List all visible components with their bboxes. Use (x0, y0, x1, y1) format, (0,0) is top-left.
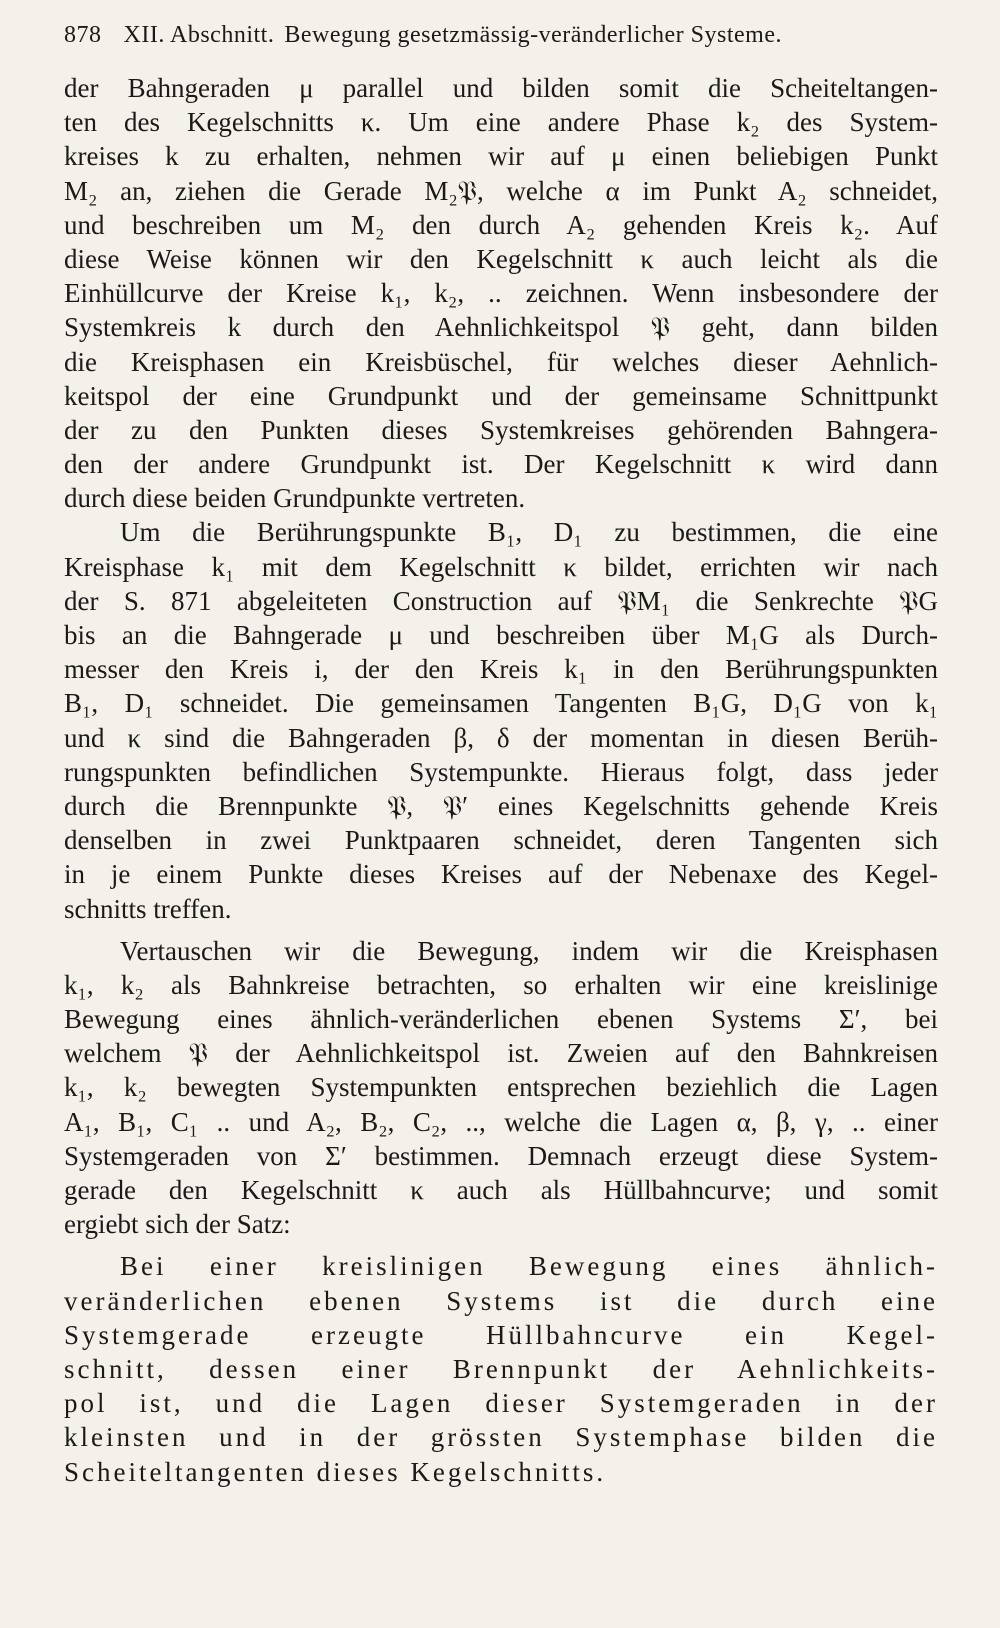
paragraph-1 (64, 71, 938, 515)
text-line: keitspol der eine Grundpunkt und der gemeinsame Schnittpunkt (64, 380, 938, 411)
text-line: A₁, B₁, C₁ .. und A₂, B₂, C₂, .., welche die Lagen α, β, γ, .. einer (64, 1106, 938, 1137)
section-label: XII. Abschnitt. (123, 22, 275, 48)
text-line: Scheiteltangenten dieses Kegelschnitts. (64, 1456, 607, 1487)
text-line: durch diese beiden Grundpunkte vertreten. (64, 483, 526, 514)
text-line: kreises k zu erhalten, nehmen wir auf μ einen beliebigen Punkt (64, 141, 938, 172)
text-line: in je einem Punkte dieses Kreises auf der Nebenaxe des Kegel- (64, 859, 938, 890)
text-line: Vertauschen wir die Bewegung, indem wir die Kreisphasen (120, 935, 938, 966)
page-number: 878 (64, 22, 102, 48)
text-line: bis an die Bahngerade μ und beschreiben über M₁G als Durch- (64, 620, 938, 650)
text-line: welchem 𝔓 der Aehnlichkeitspol ist. Zweien auf den Bahnkreisen (64, 1038, 938, 1069)
text-line: der zu den Punkten dieses Systemkreises gehörenden Bahngera- (64, 414, 938, 445)
text-line: denselben in zwei Punktpaaren schneidet, deren Tangenten sich (64, 825, 938, 856)
text-line: schnitt, dessen einer Brennpunkt der Aehnlichkeits- (64, 1353, 938, 1384)
text-line: der S. 871 abgeleiteten Construction auf 𝔓M₁ die Senkrechte 𝔓G (64, 585, 938, 616)
text-line: veränderlichen ebenen Systems ist die durch eine (64, 1285, 938, 1316)
text-line: der Bahngeraden μ parallel und bilden somit die Scheiteltangen- (64, 73, 938, 103)
text-line: kleinsten und in der grössten Systemphase bilden die (64, 1422, 938, 1453)
running-header (64, 22, 938, 49)
text-line: und beschreiben um M₂ den durch A₂ gehenden Kreis k₂. Auf (64, 209, 938, 240)
text-line: Kreisphase k₁ mit dem Kegelschnitt κ bildet, errichten wir nach (64, 551, 938, 582)
text-line: pol ist, und die Lagen dieser Systemgeraden in der (64, 1388, 938, 1419)
text-line: Bei einer kreislinigen Bewegung eines ähnlich- (120, 1251, 938, 1282)
text-line: Um die Berührungspunkte B₁, D₁ zu bestimmen, die eine (120, 517, 938, 548)
text-line: rungspunkten befindlichen Systempunkte. Hieraus folgt, dass jeder (64, 756, 938, 787)
text-line: diese Weise können wir den Kegelschnitt κ auch leicht als die (64, 243, 938, 274)
text-line: die Kreisphasen ein Kreisbüschel, für welches dieser Aehnlich- (64, 346, 938, 377)
text-line: Bewegung eines ähnlich-veränderlichen ebenen Systems Σ′, bei (64, 1004, 938, 1035)
text-line: den der andere Grundpunkt ist. Der Kegelschnitt κ wird dann (64, 449, 938, 480)
theorem-paragraph (64, 1249, 938, 1488)
section-title: Bewegung gesetzmässig-veränderlicher Systeme. (284, 22, 782, 48)
text-line: B₁, D₁ schneidet. Die gemeinsamen Tangenten B₁G, D₁G von k₁ (64, 688, 938, 719)
paragraph-2 (64, 515, 938, 925)
text-line: ten des Kegelschnitts κ. Um eine andere Phase k₂ des System- (64, 107, 938, 138)
text-line: Systemgerade erzeugte Hüllbahncurve ein Kegel- (64, 1319, 938, 1350)
text-line: gerade den Kegelschnitt κ auch als Hüllbahncurve; und somit (64, 1175, 938, 1205)
text-line: k₁, k₂ als Bahnkreise betrachten, so erhalten wir eine kreislinige (64, 969, 938, 1000)
text-line: durch die Brennpunkte 𝔓, 𝔓′ eines Kegelschnitts gehende Kreis (64, 790, 938, 821)
paragraph-3 (64, 934, 938, 1242)
text-line: messer den Kreis i, der den Kreis k₁ in den Berührungspunkten (64, 654, 938, 685)
text-line: Systemgeraden von Σ′ bestimmen. Demnach erzeugt diese System- (64, 1140, 938, 1171)
text-line: ergiebt sich der Satz: (64, 1209, 291, 1240)
text-line: und κ sind die Bahngeraden β, δ der momentan in diesen Berüh- (64, 722, 938, 753)
text-line: M₂ an, ziehen die Gerade M₂𝔓, welche α im Punkt A₂ schneidet, (64, 175, 938, 206)
text-line: Einhüllcurve der Kreise k₁, k₂, .. zeichnen. Wenn insbesondere der (64, 278, 938, 309)
text-line: Systemkreis k durch den Aehnlichkeitspol 𝔓 geht, dann bilden (64, 312, 938, 343)
text-line: k₁, k₂ bewegten Systempunkten entsprechen beziehlich die Lagen (64, 1072, 938, 1103)
text-line: schnitts treffen. (64, 893, 232, 924)
